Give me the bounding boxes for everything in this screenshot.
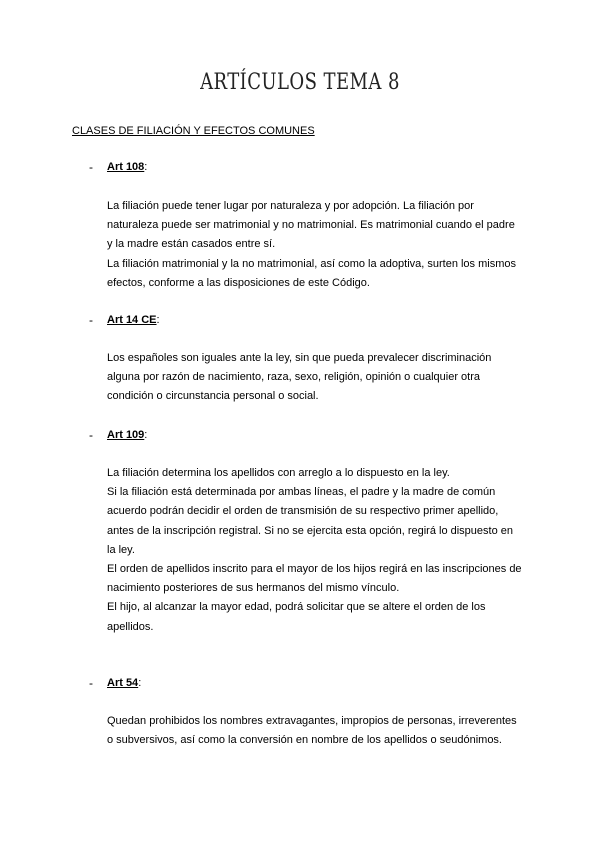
- article-text: [107, 712, 527, 750]
- article-text: [107, 349, 527, 407]
- bullet-dash: -: [89, 160, 93, 174]
- text-line: Si la filiación está determinada por ambas líneas, el padre y la madre de común: [107, 486, 496, 499]
- text-line: acuerdo podrán decidir el orden de transmisión de su respectivo primer apellido,: [107, 505, 499, 518]
- text-line: Quedan prohibidos los nombres extravagantes, impropios de personas, irreverentes: [107, 715, 517, 727]
- text-line: El hijo, al alcanzar la mayor edad, podrá solicitar que se altere el orden de los: [107, 601, 486, 614]
- text-line: La filiación puede tener lugar por naturaleza y por adopción. La filiación por: [107, 200, 474, 212]
- article-heading: [107, 429, 147, 441]
- article-heading: [107, 161, 147, 173]
- text-line: y la madre están casados entre sí.: [107, 238, 276, 251]
- text-line: naturaleza puede ser matrimonial y no matrimonial. Es matrimonial cuando el padre: [107, 219, 515, 232]
- section-heading: CLASES DE FILIACIÓN Y EFECTOS COMUNES: [72, 125, 315, 137]
- bullet-dash: -: [89, 676, 93, 690]
- page-title: ARTÍCULOS TEMA 8: [200, 70, 400, 95]
- text-line: El orden de apellidos inscrito para el mayor de los hijos regirá en las inscripciones de: [107, 563, 522, 576]
- article-label-colon: :: [144, 161, 148, 173]
- text-line: La filiación determina los apellidos con arreglo a lo dispuesto en la ley.: [107, 467, 450, 479]
- article-label: Art 108: [107, 161, 145, 173]
- text-line: o subversivos, así como la conversión en nombre de los apellidos o seudónimos.: [107, 734, 502, 747]
- text-line: condición o circunstancia personal o social.: [107, 390, 319, 403]
- text-line: alguna por razón de nacimiento, raza, sexo, religión, opinión o cualquier otra: [107, 371, 481, 384]
- text-line: la ley.: [107, 543, 135, 556]
- article-heading: [107, 314, 160, 326]
- article-label-colon: :: [156, 314, 160, 326]
- text-line: efectos, conforme a las disposiciones de este Código.: [107, 276, 370, 289]
- text-line: antes de la inscripción registral. Si no se ejercita esta opción, regirá lo dispuesto en: [107, 524, 514, 537]
- article-text: [107, 197, 527, 293]
- article-text: [107, 464, 527, 637]
- text-line: Los españoles son iguales ante la ley, sin que pueda prevalecer discriminación: [107, 352, 492, 364]
- article-label-colon: :: [144, 429, 148, 441]
- article-label: Art 14 CE: [107, 314, 157, 326]
- article-label-colon: :: [138, 677, 142, 689]
- article-label: Art 54: [107, 677, 139, 689]
- text-line: nacimiento posteriores de sus hermanos del mismo vínculo.: [107, 582, 400, 595]
- article-label: Art 109: [107, 429, 145, 441]
- text-line: apellidos.: [107, 620, 154, 633]
- bullet-dash: -: [89, 313, 93, 327]
- bullet-dash: -: [89, 428, 93, 442]
- text-line: La filiación matrimonial y la no matrimonial, así como la adoptiva, surten los mismos: [107, 257, 516, 270]
- article-heading: [107, 677, 141, 689]
